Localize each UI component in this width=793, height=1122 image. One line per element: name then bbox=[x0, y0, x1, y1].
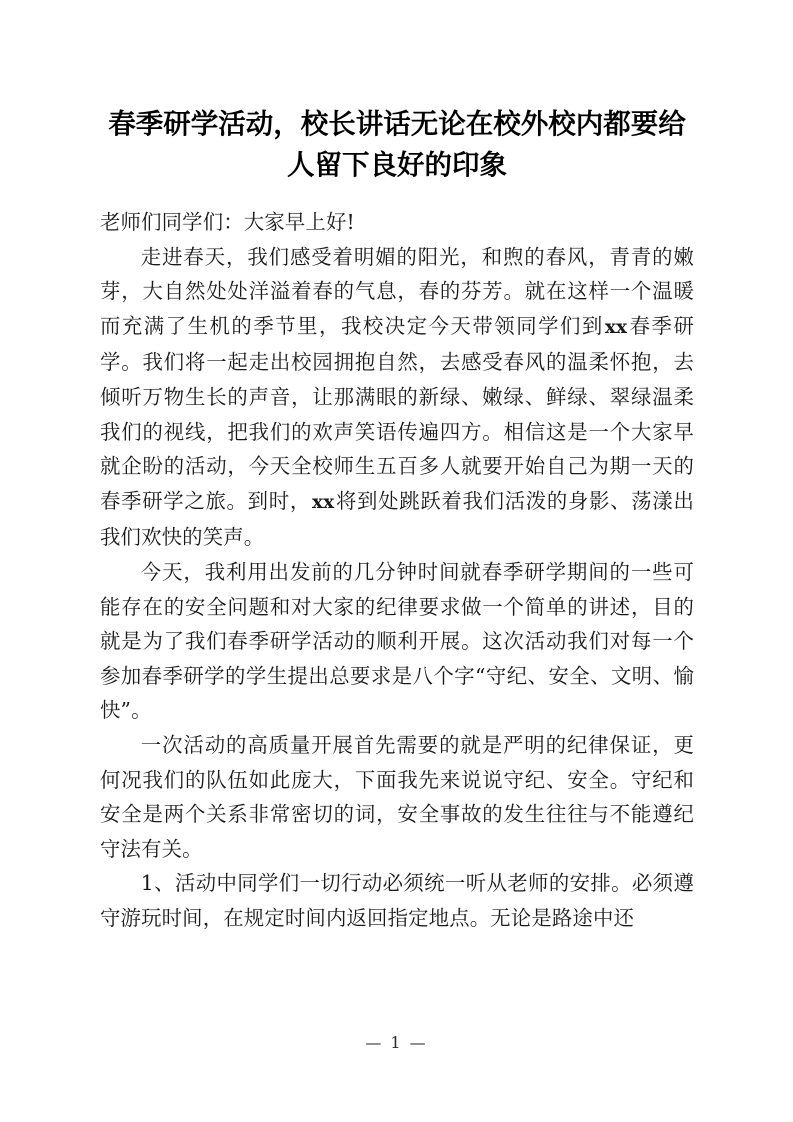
body-paragraph: 走进春天，我们感受着明媚的阳光，和煦的春风，青青的嫩芽，大自然处处洋溢着春的气息，春的芬芳。就在这样一个温暖而充满了生机的季节里，我校决定今天带领同学们到xx春季研学。我们将一起走出校园拥抱自然，去感受春风的温柔怀抱，去倾听万物生长的声音，让那满眼的新绿、嫩绿、鲜绿、翠绿温柔我们的视线，把我们的欢声笑语传遍四方。相信这是一个大家早就企盼的活动，今天全校师生五百多人就要开始自己为期一天的春季研学之旅。到时，xx将到处跳跃着我们活泼的身影、荡漾出我们欢快的笑声。 bbox=[100, 244, 694, 550]
latin-token: xx bbox=[311, 491, 335, 513]
salutation-block bbox=[100, 205, 694, 240]
page-number-footer: — 1 — bbox=[365, 1033, 428, 1052]
body-paragraph: 1、活动中同学们一切行动必须统一听从老师的安排。必须遵守游玩时间，在规定时间内返回指定地点。无论是路途中还 bbox=[100, 871, 694, 930]
page-title: 春季研学活动，校长讲话无论在校外校内都要给人留下良好的印象 bbox=[108, 108, 686, 181]
latin-token: xx bbox=[604, 316, 628, 338]
body-paragraph: 今天，我利用出发前的几分钟时间就春季研学期间的一些可能存在的安全问题和对大家的纪律要求做一个简单的讲述，目的就是为了我们春季研学活动的顺利开展。这次活动我们对每一个参加春季研学的学生提出总要求是八个字“守纪、安全、文明、愉快”。 bbox=[100, 559, 694, 723]
document-body bbox=[100, 104, 694, 935]
paragraph-list bbox=[100, 240, 694, 936]
body-paragraph: 一次活动的高质量开展首先需要的就是严明的纪律保证，更何况我们的队伍如此庞大，下面我先来说说守纪、安全。守纪和安全是两个关系非常密切的词，安全事故的发生往往与不能遵纪守法有关。 bbox=[100, 732, 694, 861]
salutation-line: 老师们同学们：大家早上好! bbox=[100, 210, 355, 234]
